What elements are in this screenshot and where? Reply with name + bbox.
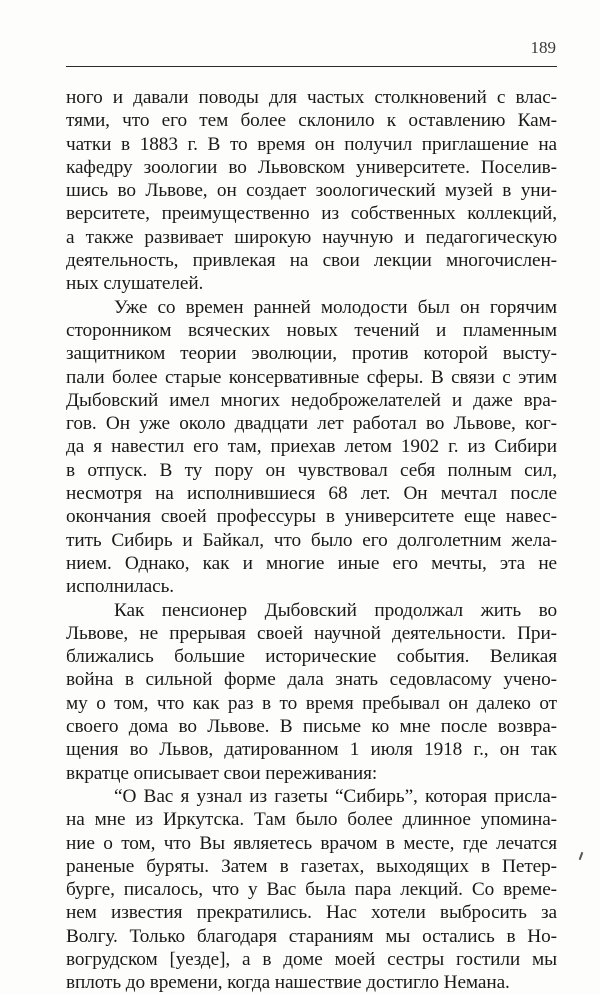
text-line: чатки в 1883 г. В то время он получил приглашение на bbox=[66, 133, 557, 155]
text-line: Дыбовский имел многих недоброжелателей и даже вра- bbox=[66, 389, 557, 411]
header-rule bbox=[66, 66, 557, 67]
text-line: Уже со времен ранней молодости был он горячим bbox=[114, 296, 557, 318]
text-line: тями, что его тем более склонило к оставлению Кам- bbox=[66, 110, 557, 132]
text-line: ние о том, что Вы являетесь врачом в месте, где лечатся bbox=[66, 832, 557, 854]
text-line: сторонником всяческих новых течений и пламенным bbox=[66, 319, 557, 341]
text-line: война в сильной форме дала знать седовласому учено- bbox=[66, 669, 557, 691]
text-line: Львове, не прерывая своей научной деятельности. При- bbox=[66, 622, 557, 644]
text-line: пали более старые консервативные сферы. В связи с этим bbox=[66, 366, 557, 388]
paragraph bbox=[66, 599, 557, 785]
paragraph bbox=[66, 296, 557, 599]
text-line: ного и давали поводы для частых столкновений с влас- bbox=[66, 87, 557, 108]
text-line: деятельность, привлекая на свои лекции многочислен- bbox=[66, 250, 557, 272]
text-line: вкратце описывает свои переживания: bbox=[66, 762, 378, 784]
text-line: бурге, писалось, что у Вас была пара лекций. Со време- bbox=[66, 879, 557, 901]
text-line: “О Вас я узнал из газеты “Сибирь”, которая присла- bbox=[114, 785, 557, 807]
text-line: в отпуск. В ту пору он чувствовал себя полным сил, bbox=[66, 459, 557, 481]
text-line: нем известия прекратились. Нас хотели выбросить за bbox=[66, 902, 557, 924]
text-line: Как пенсионер Дыбовский продолжал жить во bbox=[114, 599, 557, 621]
text-line: тить Сибирь и Байкал, что было его долголетним жела- bbox=[66, 529, 557, 551]
text-line: Волгу. Только благодаря стараниям мы остались в Но- bbox=[66, 925, 557, 947]
text-line: раненые буряты. Затем в газетах, выходящих в Петер- bbox=[66, 855, 557, 877]
text-line: нием. Однако, как и многие иные его мечты, эта не bbox=[66, 552, 557, 574]
text-line: окончания своей профессуры в университете еще навес- bbox=[66, 506, 557, 528]
text-line: щения во Львов, датированном 1 июля 1918 г., он так bbox=[66, 739, 557, 761]
text-line: му о том, что как раз в то время пребывал он далеко от bbox=[66, 692, 557, 714]
text-line: гов. Он уже около двадцати лет работал во Львове, ког- bbox=[66, 413, 557, 435]
text-line: ных слушателей. bbox=[66, 273, 204, 295]
text-line: да я навестил его там, приехав летом 1902 г. из Сибири bbox=[66, 436, 557, 458]
text-line: защитником теории эволюции, против которой высту- bbox=[66, 343, 557, 365]
margin-mark bbox=[579, 852, 584, 860]
text-line: верситете, преимущественно из собственных коллекций, bbox=[66, 203, 557, 225]
page-number: 189 bbox=[530, 38, 556, 57]
text-line: исполнилась. bbox=[66, 576, 174, 598]
text-line: шись во Львове, он создает зоологический музей в уни- bbox=[66, 180, 557, 202]
text-line: своего дома во Львове. В письме ко мне после возвра- bbox=[66, 716, 557, 738]
paragraph bbox=[66, 86, 557, 296]
text-line: кафедру зоологии во Львовском университете. Поселив- bbox=[66, 156, 557, 178]
text-line: вплоть до времени, когда нашествие достигло Немана. bbox=[66, 972, 510, 994]
body-text bbox=[66, 86, 557, 995]
text-line: на мне из Иркутска. Там было более длинное упомина- bbox=[66, 809, 557, 831]
text-line: вогрудском [уезде], а в доме моей сестры гостили мы bbox=[66, 948, 557, 970]
text-line: а также развивает широкую научную и педагогическую bbox=[66, 226, 557, 248]
text-line: несмотря на исполнившиеся 68 лет. Он мечтал после bbox=[66, 483, 557, 505]
paragraph bbox=[66, 785, 557, 995]
text-line: ближались большие исторические события. Великая bbox=[66, 646, 557, 668]
